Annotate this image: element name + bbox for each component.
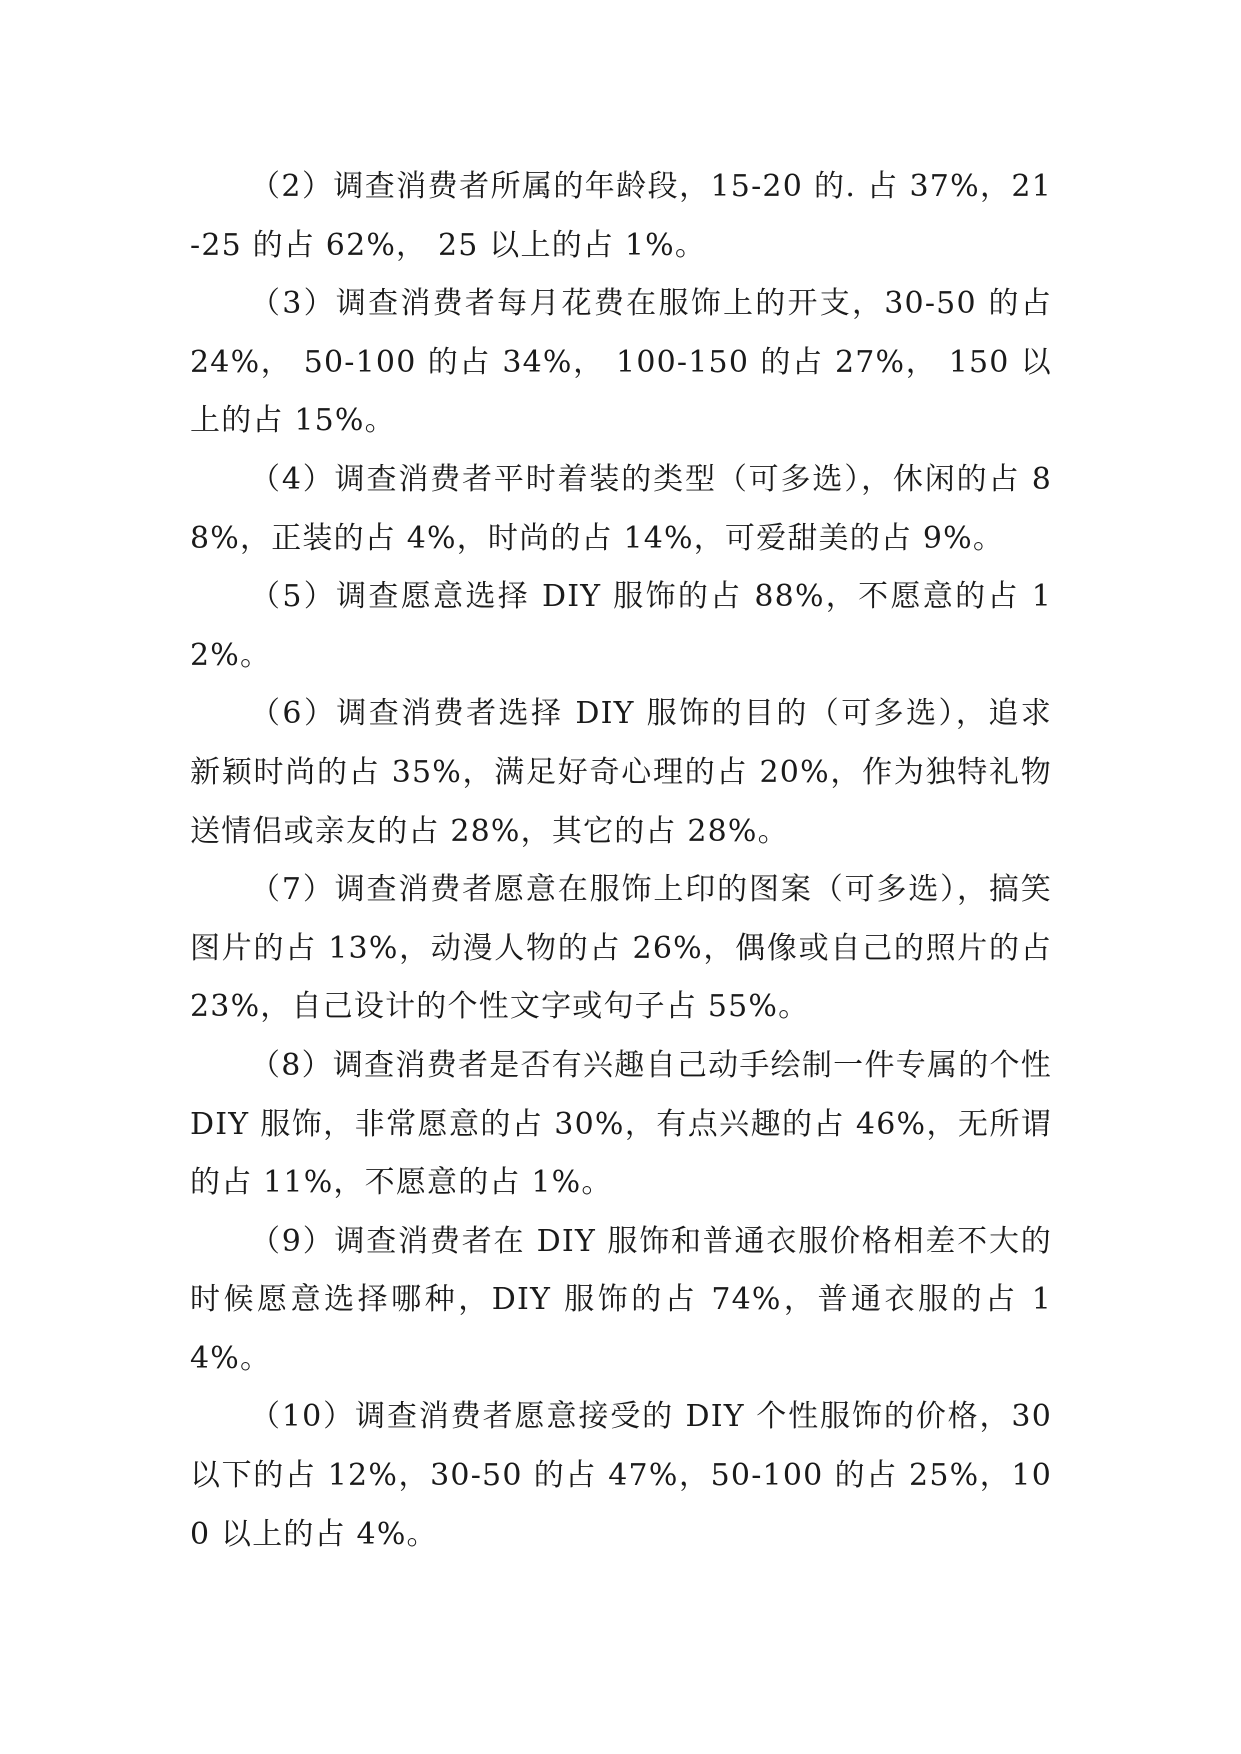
paragraph-6: （6）调查消费者选择 DIY 服饰的目的（可多选），追求新颖时尚的占 35%，满足好奇心理的占 20%，作为独特礼物送情侣或亲友的占 28%，其它的占 28%。 xyxy=(190,696,1052,849)
paragraph-4: （4）调查消费者平时着装的类型（可多选），休闲的占 88%，正装的占 4%，时尚的占 14%，可爱甜美的占 9%。 xyxy=(190,461,1052,556)
paragraph-8: （8）调查消费者是否有兴趣自己动手绘制一件专属的个性 DIY 服饰，非常愿意的占 30%，有点兴趣的占 46%，无所谓的占 11%，不愿意的占 1%。 xyxy=(190,1047,1052,1201)
paragraph-10: （10）调查消费者愿意接受的 DIY 个性服饰的价格，30 以下的占 12%，30-50 的占 47%，50-100 的占 25%，100 以上的占 4%。 xyxy=(190,1399,1052,1552)
paragraph-3: （3）调查消费者每月花费在服饰上的开支，30-50 的占 24%， 50-100 的占 34%， 100-150 的占 27%， 150 以上的占 15%。 xyxy=(190,286,1052,439)
document-body xyxy=(190,158,1052,1564)
paragraph-9: （9）调查消费者在 DIY 服饰和普通衣服价格相差不大的时候愿意选择哪种，DIY 服饰的占 74%，普通衣服的占 14%。 xyxy=(190,1223,1052,1376)
paragraph-5: （5）调查愿意选择 DIY 服饰的占 88%，不愿意的占 12%。 xyxy=(190,579,1052,673)
paragraph-2: （2）调查消费者所属的年龄段，15-20 的. 占 37%，21-25 的占 62%， 25 以上的占 1%。 xyxy=(190,169,1052,263)
paragraph-7: （7）调查消费者愿意在服饰上印的图案（可多选），搞笑图片的占 13%，动漫人物的占 26%，偶像或自己的照片的占 23%，自己设计的个性文字或句子占 55%。 xyxy=(190,872,1052,1025)
